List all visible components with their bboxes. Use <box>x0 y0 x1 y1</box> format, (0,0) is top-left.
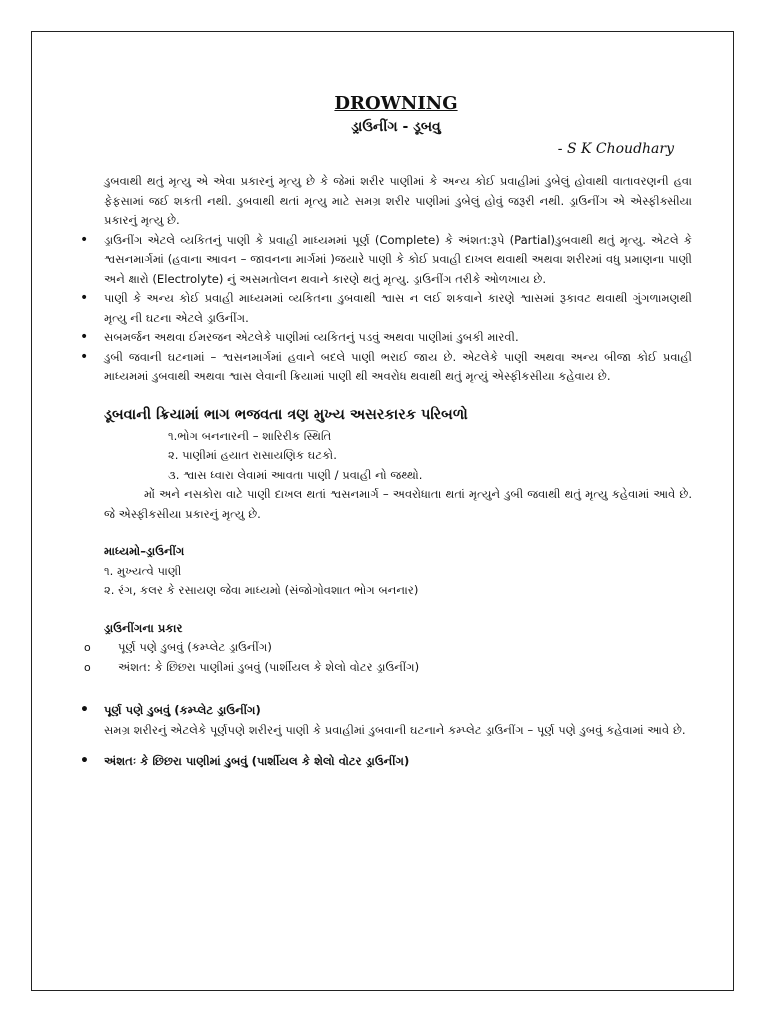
media-heading: માધ્યમો–ડ્રાઉનીંગ <box>104 544 185 558</box>
document-subtitle: ડ્રાઉનીંગ - ડૂબવુ <box>351 119 441 135</box>
definition-item: • સબમર્જન અથવા ઈમરજન એટલેકે પાણીમાં વ્યકિતનું પડવું અથવા પાણીમાં ડુબકી મારવી. <box>80 328 692 348</box>
intro-paragraph: ડુબવાથી થતું મૃત્યુ એ એવા પ્રકારનું મૃત્યુ છે કે જેમાં શરીર પાણીમાં કે અન્ય કોઈ પ્રવાહીમાં ડુબેલું હોવાથી વાતાવરણની હવા ફેફસામાં જઈ શકતી નથી. ડુબવાથી થતાં મૃત્યુ માટે સમગ્ર શરીર પાણીમાં ડુબેલું હોવું જરૂરી નથી. ડ્રાઉનીંગ એ એસ્ફીક્સીયા પ્રકારનું મૃત્યુ છે. <box>104 174 692 227</box>
complete-drowning-text: સમગ્ર શરીરનું એટલેકે પૂર્ણપણે શરીરનું પાણી કે પ્રવાહીમાં ડુબવાની ઘટનાને કમ્પ્લેટ ડ્રાઉનીંગ – પૂર્ણ પણે ડુબવું કહેવામાં આવે છે. <box>104 722 686 737</box>
complete-section <box>80 701 692 721</box>
document-title: DROWNING <box>334 93 458 114</box>
definition-list <box>80 231 692 387</box>
definition-item: • પાણી કે અન્ય કોઈ પ્રવાહી માધ્યમમાં વ્યકિતના ડુબવાથી શ્વાસ ન લઈ શકવાને કારણે શ્વાસમાં રૂકાવટ થવાથી ગુંગળામણથી મૃત્યુ ની ઘટના એટલે ડ્રાઉનીંગ. <box>80 289 692 328</box>
partial-section <box>80 752 692 772</box>
spacer <box>80 677 692 701</box>
complete-drowning-heading: • પૂર્ણ પણે ડુબવું (કમ્પ્લેટ ડ્રાઉનીંગ) <box>80 701 692 721</box>
types-list <box>80 638 692 677</box>
type-item: o અંશત: કે છિછરા પાણીમાં ડુબવું (પાર્શીયલ કે શેલો વોટર ડ્રાઉનીંગ) <box>80 658 692 678</box>
types-heading: ડ્રાઉનીંગના પ્રકાર <box>104 620 183 635</box>
partial-drowning-heading: • અંશતઃ કે છિછરા પાણીમાં ડુબવું (પાર્શીયલ કે શેલો વોટર ડ્રાઉનીંગ) <box>80 752 692 772</box>
factor-item: ૩. શ્વાસ ધ્વારા લેવામાં આવતા પાણી / પ્રવાહી નો જથ્થો. <box>168 467 423 482</box>
asphyxia-paragraph: મોં અને નસકોરા વાટે પાણી દાખલ થતાં શ્વસનમાર્ગ – અવરોધાતા થતાં મૃત્યુને ડુબી જવાથી થતું મૃત્યુ કહેવામાં આવે છે. જે એસ્ફીકસીયા પ્રકારનું મૃત્યુ છે. <box>104 487 692 521</box>
spacer <box>80 740 692 752</box>
definition-item: • ડ્રાઉનીંગ એટલે વ્યકિતનું પાણી કે પ્રવાહી માધ્યમમાં પૂર્ણ (Complete) કે અંશત:રૂપે (Partial)ડુબવાથી થતું મૃત્યુ. એટલે કે શ્વસનમાર્ગમાં (હવાના આવન – જાવનના માર્ગમાં )જયારે પાણી કે કોઈ પ્રવાહી દાખલ થવાથી અથવા શરીરમાં વધુ પ્રમાણના પાણી અને ક્ષારો (Electrolyte) નું અસમતોલન થવાને કારણે થતું મૃત્યુ. ડ્રાઉનીંગ તરીકે ઓળખાય છે. <box>80 231 692 290</box>
factor-item: ૨. પાણીમાં હયાત રાસાયણિક ઘટકો. <box>168 448 337 462</box>
media-item: ૧. મુખ્યત્વે પાણી <box>104 563 182 578</box>
definition-item: • ડુબી જવાની ઘટનામાં – શ્વસનમાર્ગમાં હવાને બદલે પાણી ભરાઈ જાય છે. એટલેકે પાણી અથવા અન્ય બીજા કોઈ પ્રવાહી માધ્યમમાં ડુબવાથી અથવા શ્વાસ લેવાની ક્રિયામાં પાણી થી અવરોધ થવાથી થતું મૃત્યું એસ્ફીકસીયા કહેવાય છે. <box>80 348 692 387</box>
type-item: o પૂર્ણ પણે ડુબવું (કમ્પ્લેટ ડ્રાઉનીંગ) <box>80 638 692 658</box>
author-line: - S K Choudhary <box>557 141 674 157</box>
factors-heading: ડૂબવાની ક્રિયામાં ભાગ ભજવતા ત્રણ મુખ્ય અસરકારક પરિબળો <box>104 406 468 423</box>
document-body <box>80 92 692 772</box>
media-item: ૨. રંગ, કલર કે રસાયણ જેવા માધ્યમો (સંજોગોવશાત ભોગ બનનાર) <box>104 583 419 597</box>
factor-item: ૧.ભોગ બનનારની – શારિરીક સ્થિતિ <box>168 428 332 443</box>
